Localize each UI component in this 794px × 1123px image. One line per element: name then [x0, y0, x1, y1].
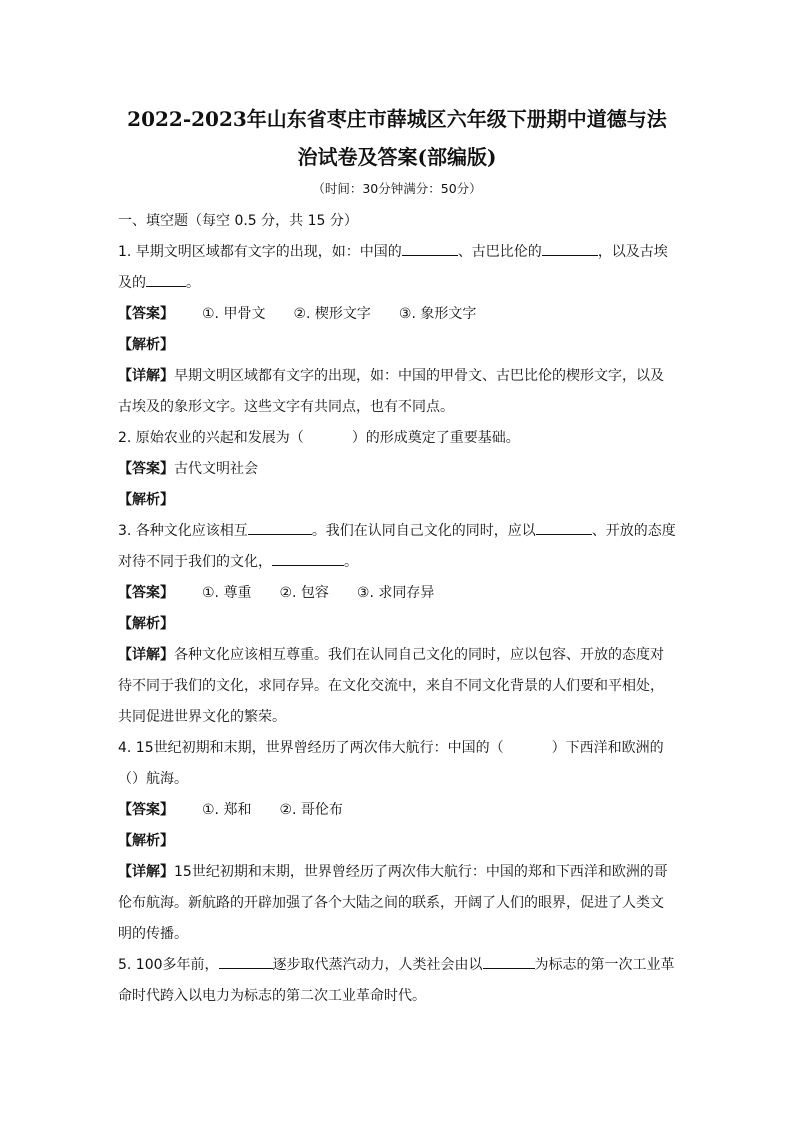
answer-item: ②. 包容	[279, 585, 329, 601]
answer-row	[118, 578, 676, 609]
question-5-line-1: 5. 100多年前， 逐步取代蒸汽动力，人类社会由以 为标志的第一次工业革	[118, 950, 676, 981]
blank-line	[248, 520, 312, 535]
question-2: 2. 原始农业的兴起和发展为（ ）的形成奠定了重要基础。	[118, 430, 520, 446]
title-line-1: 2022-2023年山东省枣庄市薛城区六年级下册期中道德与法	[127, 107, 667, 131]
blank-line	[146, 272, 186, 287]
detail-label: 【详解】	[118, 647, 174, 663]
detail-label: 【详解】	[118, 864, 174, 880]
answer-item: 古代文明社会	[174, 461, 258, 477]
blank-line	[536, 520, 592, 535]
answer-label: 【答案】	[118, 306, 174, 322]
detail-paragraph: 【详解】早期文明区域都有文字的出现，如：中国的甲骨文、古巴比伦的楔形文字，以及古埃及的象形文字。这些文字有共同点，也有不同点。	[118, 368, 664, 415]
answer-item: ②. 哥伦布	[279, 802, 343, 818]
answer-label: 【答案】	[118, 802, 174, 818]
analysis-label: 【解析】	[118, 833, 174, 849]
answer-row	[118, 299, 676, 330]
question-1-line-1: 1. 早期文明区域都有文字的出现，如：中国的 、古巴比伦的 ，以及古埃	[118, 237, 676, 268]
answer-item: ③. 象形文字	[398, 306, 477, 322]
title-line-2: 治试卷及答案(部编版)	[297, 145, 497, 169]
answer-item: ①. 郑和	[202, 802, 252, 818]
exam-time-info: （时间：30分钟满分：50分）	[312, 181, 482, 196]
answer-item: ③. 求同存异	[356, 585, 435, 601]
blank-line	[483, 954, 535, 969]
blank-line	[272, 551, 344, 566]
question-3-line-1: 3. 各种文化应该相互 。我们在认同自己文化的同时，应以 、开放的态度	[118, 516, 676, 547]
answer-row	[118, 454, 676, 485]
answer-label: 【答案】	[118, 585, 174, 601]
answer-item: ①. 甲骨文	[202, 306, 266, 322]
question-1-line-2: 及的 。	[118, 268, 676, 299]
detail-paragraph: 【详解】各种文化应该相互尊重。我们在认同自己文化的同时，应以包容、开放的态度对待不同于我们的文化，求同存异。在文化交流中，来自不同文化背景的人们要和平相处，共同促进世界文化的繁荣。	[118, 647, 664, 725]
detail-paragraph: 【详解】15世纪初期和末期，世界曾经历了两次伟大航行：中国的郑和下西洋和欧洲的哥伦布航海。新航路的开辟加强了各个大陆之间的联系，开阔了人们的眼界，促进了人类文明的传播。	[118, 864, 668, 942]
question-5-line-2: 命时代跨入以电力为标志的第二次工业革命时代。	[118, 988, 426, 1004]
analysis-label: 【解析】	[118, 492, 174, 508]
answer-label: 【答案】	[118, 461, 174, 477]
detail-label: 【详解】	[118, 368, 174, 384]
answer-row	[118, 795, 676, 826]
analysis-label: 【解析】	[118, 616, 174, 632]
blank-line	[219, 954, 273, 969]
answer-item: ②. 楔形文字	[293, 306, 371, 322]
analysis-label: 【解析】	[118, 337, 174, 353]
blank-line	[402, 241, 458, 256]
blank-line	[542, 241, 598, 256]
question-3-line-2: 对待不同于我们的文化， 。	[118, 547, 676, 578]
answer-item: ①. 尊重	[202, 585, 252, 601]
section-heading: 一、填空题（每空 0.5 分，共 15 分）	[118, 213, 358, 229]
question-4: 4. 15世纪初期和末期，世界曾经历了两次伟大航行：中国的（ ）下西洋和欧洲的（）航海。	[118, 740, 664, 787]
document-title	[118, 100, 676, 176]
